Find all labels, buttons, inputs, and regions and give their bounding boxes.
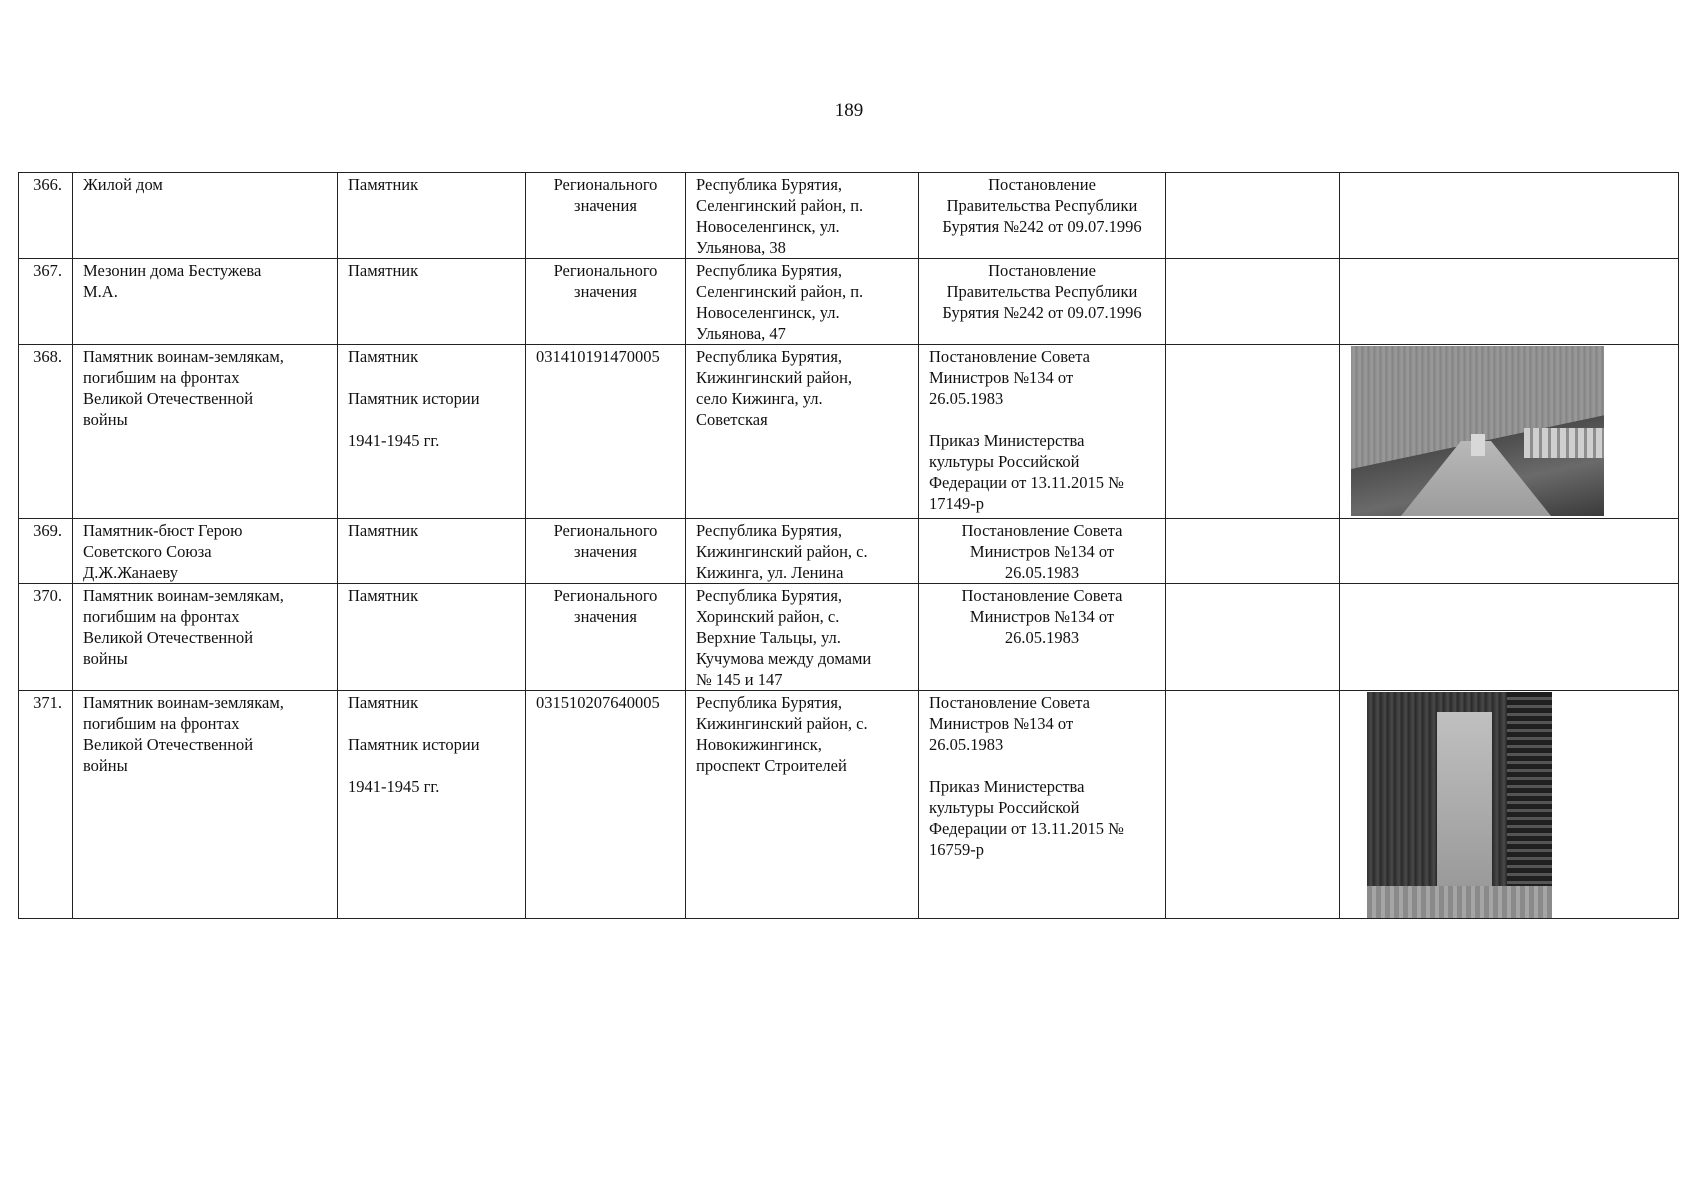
cell-line: Приказ Министерства: [929, 431, 1085, 450]
cell-line: М.А.: [83, 282, 118, 301]
cell-line: Советская: [696, 410, 768, 429]
row-number: 370.: [19, 584, 73, 691]
cell-line: Бурятия №242 от 09.07.1996: [942, 303, 1142, 322]
cell-line: Новоселенгинск, ул.: [696, 303, 840, 322]
cell-line: проспект Строителей: [696, 756, 847, 775]
object-type-cell: [338, 259, 526, 345]
cell-line: Ульянова, 47: [696, 324, 786, 343]
table-row: [19, 584, 1679, 691]
row-number: 371.: [19, 691, 73, 919]
cell-line: Правительства Республики: [946, 196, 1138, 215]
cell-line: Памятник воинам-землякам,: [83, 693, 284, 712]
document-cell: [919, 345, 1166, 519]
row-number: 369.: [19, 519, 73, 584]
cell-line: Республика Бурятия,: [696, 347, 843, 366]
registry-code-cell: [526, 691, 686, 919]
cell-line: Федерации от 13.11.2015 №: [929, 819, 1124, 838]
cell-line: 16759-р: [929, 840, 984, 859]
row-number: 367.: [19, 259, 73, 345]
cell-line: Республика Бурятия,: [696, 175, 843, 194]
photo-cell: [1340, 259, 1679, 345]
empty-cell: [1166, 519, 1340, 584]
cell-line: Министров №134 от: [969, 607, 1115, 626]
table-row: [19, 345, 1679, 519]
empty-cell: [1166, 691, 1340, 919]
document-cell: [919, 173, 1166, 259]
cell-line: Великой Отечественной: [83, 389, 254, 408]
object-type-cell: [338, 691, 526, 919]
cell-line: Регионального: [553, 175, 658, 194]
object-name-cell: [73, 584, 338, 691]
cell-line: Памятник истории: [348, 735, 480, 754]
registry-code-cell: [526, 345, 686, 519]
row-number: 368.: [19, 345, 73, 519]
address-cell: [686, 345, 919, 519]
cell-line: Регионального: [553, 586, 658, 605]
document-cell: [919, 259, 1166, 345]
heritage-registry-table: [18, 172, 1679, 919]
line-gap: [348, 409, 515, 430]
cell-line: Регионального: [553, 261, 658, 280]
cell-line: войны: [83, 756, 128, 775]
page-number: 189: [834, 100, 864, 121]
cell-line: Ульянова, 38: [696, 238, 786, 257]
address-cell: [686, 259, 919, 345]
cell-line: значения: [574, 196, 637, 215]
object-type-cell: [338, 519, 526, 584]
cell-line: 26.05.1983: [1004, 628, 1080, 647]
empty-cell: [1166, 584, 1340, 691]
cell-line: культуры Российской: [929, 798, 1080, 817]
cell-line: Памятник: [348, 586, 419, 605]
cell-line: Кучумова между домами: [696, 649, 872, 668]
cell-line: Министров №134 от: [929, 368, 1074, 387]
cell-line: Постановление: [988, 261, 1096, 280]
cell-line: войны: [83, 410, 128, 429]
document-cell: [919, 519, 1166, 584]
cell-line: войны: [83, 649, 128, 668]
cell-line: Памятник-бюст Герою: [83, 521, 243, 540]
cell-line: погибшим на фронтах: [83, 368, 240, 387]
cell-line: Республика Бурятия,: [696, 693, 843, 712]
object-name-cell: [73, 519, 338, 584]
object-type-cell: [338, 345, 526, 519]
cell-line: Министров №134 от: [969, 542, 1115, 561]
cell-line: Памятник: [348, 347, 419, 366]
table-row: [19, 259, 1679, 345]
cell-line: Постановление Совета: [961, 586, 1123, 605]
cell-line: 1941-1945 гг.: [348, 431, 440, 450]
category-cell: [526, 519, 686, 584]
cell-line: Постановление Совета: [961, 521, 1123, 540]
object-name-cell: [73, 173, 338, 259]
cell-line: Д.Ж.Жанаеву: [83, 563, 178, 582]
cell-line: 031510207640005: [536, 693, 660, 712]
photo-cell: [1340, 173, 1679, 259]
cell-line: Кижингинский район,: [696, 368, 853, 387]
object-type-cell: [338, 173, 526, 259]
photo-cell: [1340, 519, 1679, 584]
cell-line: погибшим на фронтах: [83, 714, 240, 733]
cell-line: Кижингинский район, с.: [696, 542, 868, 561]
cell-line: Мезонин дома Бестужева: [83, 261, 262, 280]
cell-line: Памятник воинам-землякам,: [83, 347, 284, 366]
cell-line: село Кижинга, ул.: [696, 389, 823, 408]
cell-line: Великой Отечественной: [83, 628, 254, 647]
table-row: [19, 519, 1679, 584]
cell-line: 26.05.1983: [929, 735, 1004, 754]
cell-line: Памятник истории: [348, 389, 480, 408]
category-cell: [526, 173, 686, 259]
cell-line: 17149-р: [929, 494, 984, 513]
cell-line: Новоселенгинск, ул.: [696, 217, 840, 236]
cell-line: Памятник: [348, 521, 419, 540]
object-name-cell: [73, 691, 338, 919]
cell-line: культуры Российской: [929, 452, 1080, 471]
cell-line: Памятник: [348, 693, 419, 712]
category-cell: [526, 259, 686, 345]
memorial-photo: [1351, 346, 1604, 516]
cell-line: Республика Бурятия,: [696, 261, 843, 280]
cell-line: Постановление: [988, 175, 1096, 194]
cell-line: Кижинга, ул. Ленина: [696, 563, 844, 582]
table-row: [19, 173, 1679, 259]
memorial-photo: [1367, 692, 1552, 918]
cell-line: 26.05.1983: [929, 389, 1004, 408]
cell-line: Селенгинский район, п.: [696, 282, 864, 301]
cell-line: 1941-1945 гг.: [348, 777, 440, 796]
cell-line: Регионального: [553, 521, 658, 540]
line-gap: [348, 755, 515, 776]
object-name-cell: [73, 345, 338, 519]
cell-line: 26.05.1983: [1004, 563, 1080, 582]
cell-line: погибшим на фронтах: [83, 607, 240, 626]
photo-cell: [1340, 691, 1679, 919]
cell-line: Памятник воинам-землякам,: [83, 586, 284, 605]
cell-line: Министров №134 от: [929, 714, 1074, 733]
photo-cell: [1340, 584, 1679, 691]
address-cell: [686, 173, 919, 259]
address-cell: [686, 691, 919, 919]
address-cell: [686, 519, 919, 584]
cell-line: № 145 и 147: [696, 670, 783, 689]
line-gap: [929, 409, 1155, 430]
cell-line: Правительства Республики: [946, 282, 1138, 301]
cell-line: Постановление Совета: [929, 347, 1090, 366]
object-type-cell: [338, 584, 526, 691]
cell-line: Советского Союза: [83, 542, 212, 561]
line-gap: [348, 367, 515, 388]
table-row: [19, 691, 1679, 919]
line-gap: [348, 713, 515, 734]
cell-line: значения: [574, 607, 637, 626]
address-cell: [686, 584, 919, 691]
empty-cell: [1166, 173, 1340, 259]
cell-line: 031410191470005: [536, 347, 660, 366]
cell-line: Федерации от 13.11.2015 №: [929, 473, 1124, 492]
cell-line: Памятник: [348, 261, 419, 280]
category-cell: [526, 584, 686, 691]
cell-line: Республика Бурятия,: [696, 586, 843, 605]
line-gap: [929, 755, 1155, 776]
cell-line: Республика Бурятия,: [696, 521, 843, 540]
cell-line: Селенгинский район, п.: [696, 196, 864, 215]
cell-line: Хоринский район, с.: [696, 607, 840, 626]
cell-line: Приказ Министерства: [929, 777, 1085, 796]
cell-line: значения: [574, 282, 637, 301]
object-name-cell: [73, 259, 338, 345]
cell-line: Кижингинский район, с.: [696, 714, 868, 733]
empty-cell: [1166, 345, 1340, 519]
cell-line: Постановление Совета: [929, 693, 1090, 712]
cell-line: Жилой дом: [83, 175, 163, 194]
row-number: 366.: [19, 173, 73, 259]
cell-line: Памятник: [348, 175, 419, 194]
document-cell: [919, 584, 1166, 691]
empty-cell: [1166, 259, 1340, 345]
cell-line: Бурятия №242 от 09.07.1996: [942, 217, 1142, 236]
cell-line: значения: [574, 542, 637, 561]
document-cell: [919, 691, 1166, 919]
cell-line: Новокижингинск,: [696, 735, 822, 754]
cell-line: Верхние Тальцы, ул.: [696, 628, 841, 647]
cell-line: Великой Отечественной: [83, 735, 254, 754]
photo-cell: [1340, 345, 1679, 519]
